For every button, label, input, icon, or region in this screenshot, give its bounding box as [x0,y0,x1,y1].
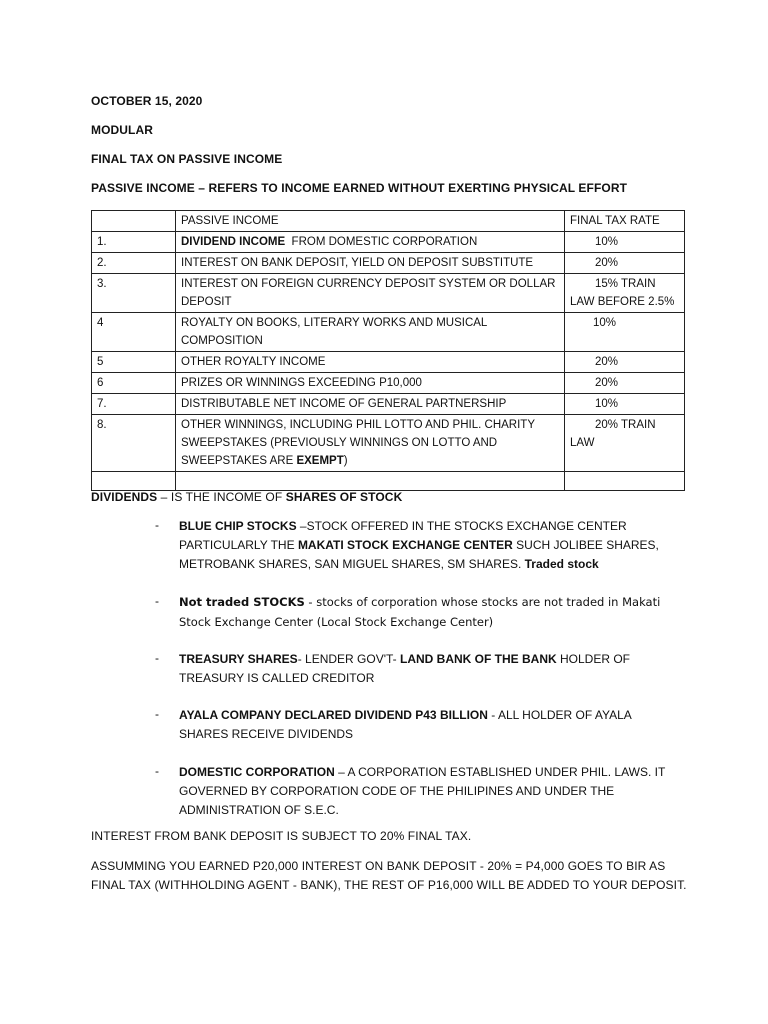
row-income: INTEREST ON BANK DEPOSIT, YIELD ON DEPOSIT SUBSTITUTE [176,253,565,274]
bullet-treasury-shares [179,650,679,688]
document-topic: FINAL TAX ON PASSIVE INCOME [91,152,283,166]
table-row [92,415,685,472]
row-income: ROYALTY ON BOOKS, LITERARY WORKS AND MUSICAL COMPOSITION [176,313,565,352]
final-tax-table [91,210,685,491]
bullet-text2: HOLDER OF TREASURY IS CALLED CREDITOR [179,652,630,685]
bullet-text2: SUCH JOLIBEE SHARES, METROBANK SHARES, SAN MIGUEL SHARES, SM SHARES. [179,538,659,571]
table-row [92,352,685,373]
dividends-term: DIVIDENDS [91,490,158,504]
row-rate-line1: 15% TRAIN [595,278,656,290]
row-number: 4 [92,313,176,352]
row-income-text: OTHER WINNINGS, INCLUDING PHIL LOTTO AND PHIL. CHARITY SWEEPSTAKES (PREVIOUSLY WINNINGS ON LOTTO AND SWEEPSTAKES ARE [181,419,535,467]
dividends-shares: SHARES OF STOCK [285,490,403,504]
bullet-blue-chip [179,517,679,574]
table-header-no [92,211,176,232]
row-income-text: FROM DOMESTIC CORPORATION [285,236,478,248]
table-row [92,253,685,274]
table-row [92,274,685,313]
row-income-exempt: EXEMPT [296,455,344,467]
bullet-domestic-corporation [179,763,679,820]
bullet-bold2: LAND BANK OF THE BANK [400,652,557,666]
table-row [92,313,685,352]
row-number: 7. [92,394,176,415]
bullet-not-traded [179,592,679,632]
row-income: DISTRIBUTABLE NET INCOME OF GENERAL PARTNERSHIP [176,394,565,415]
row-number: 5 [92,352,176,373]
bullet-text: - stocks of corporation whose stocks are not traded in Makati Stock Exchange Center (Local Stock Exchange Center) [179,595,661,629]
row-number: 3. [92,274,176,313]
table-header-rate: FINAL TAX RATE [565,211,685,232]
table-row [92,232,685,253]
row-rate [565,274,685,313]
bullet-text: - ALL HOLDER OF AYALA SHARES RECEIVE DIVIDENDS [179,708,632,741]
bullet-dash: - [155,518,159,532]
bullet-bold: AYALA COMPANY DECLARED DIVIDEND P43 BILLION [179,708,488,722]
row-income: OTHER ROYALTY INCOME [176,352,565,373]
row-rate: 20% [565,352,685,373]
interest-note: INTEREST FROM BANK DEPOSIT IS SUBJECT TO 20% FINAL TAX. [91,829,472,843]
passive-income-definition: PASSIVE INCOME – REFERS TO INCOME EARNED WITHOUT EXERTING PHYSICAL EFFORT [91,181,628,195]
document-date: OCTOBER 15, 2020 [91,94,203,108]
bullet-text: –STOCK OFFERED IN THE STOCKS EXCHANGE CENTER PARTICULARLY THE [179,519,627,552]
bullet-dash: - [155,707,159,721]
bullet-bold2: MAKATI STOCK EXCHANGE CENTER [297,538,513,552]
dividends-text: – IS THE INCOME OF [157,490,286,504]
bullet-bold3: Traded stock [524,557,599,571]
row-income: INTEREST ON FOREIGN CURRENCY DEPOSIT SYSTEM OR DOLLAR DEPOSIT [176,274,565,313]
row-income-bold: DIVIDEND INCOME [181,236,286,248]
row-number: 1. [92,232,176,253]
row-income [176,415,565,472]
row-income-tail: ) [343,455,348,467]
example-paragraph: ASSUMMING YOU EARNED P20,000 INTEREST ON BANK DEPOSIT - 20% = P4,000 GOES TO BIR AS FINAL TAX (WITHHOLDING AGENT - BANK), THE REST OF P16,000 WILL BE ADDED TO YOUR DEPOSIT. [91,859,687,892]
bullet-text: – A CORPORATION ESTABLISHED UNDER PHIL. LAWS. IT GOVERNED BY CORPORATION CODE OF THE PHILIPINES AND UNDER THE ADMINISTRATION OF S.E.C. [179,765,666,817]
bullet-dash: - [155,651,159,665]
empty-cell [92,472,176,491]
row-rate: 20% [565,253,685,274]
row-income: PRIZES OR WINNINGS EXCEEDING P10,000 [176,373,565,394]
row-rate-line2: LAW [570,437,595,449]
bullet-dash: - [155,594,159,608]
row-rate [565,415,685,472]
empty-cell [176,472,565,491]
row-rate-line2: LAW BEFORE 2.5% [570,296,675,308]
table-header-row [92,211,685,232]
row-rate: 10% [565,394,685,415]
row-number: 6 [92,373,176,394]
row-rate: 10% [565,313,685,352]
bullet-ayala-dividend [179,706,679,744]
bullet-bold: TREASURY SHARES [179,652,298,666]
empty-cell [565,472,685,491]
bullet-dash: - [155,764,159,778]
bullet-text: - LENDER GOV'T- [297,652,400,666]
table-header-income: PASSIVE INCOME [176,211,565,232]
row-rate: 10% [565,232,685,253]
row-number: 8. [92,415,176,472]
table-row [92,394,685,415]
row-rate: 20% [565,373,685,394]
bullet-bold: DOMESTIC CORPORATION [179,765,335,779]
document-mode: MODULAR [91,123,154,137]
row-number: 2. [92,253,176,274]
bullet-bold: Not traded STOCKS [179,595,305,609]
bullet-bold: BLUE CHIP STOCKS [179,519,297,533]
table-row [92,373,685,394]
dividends-heading [91,490,402,504]
row-income [176,232,565,253]
table-empty-row [92,472,685,491]
row-rate-line1: 20% TRAIN [595,419,656,431]
